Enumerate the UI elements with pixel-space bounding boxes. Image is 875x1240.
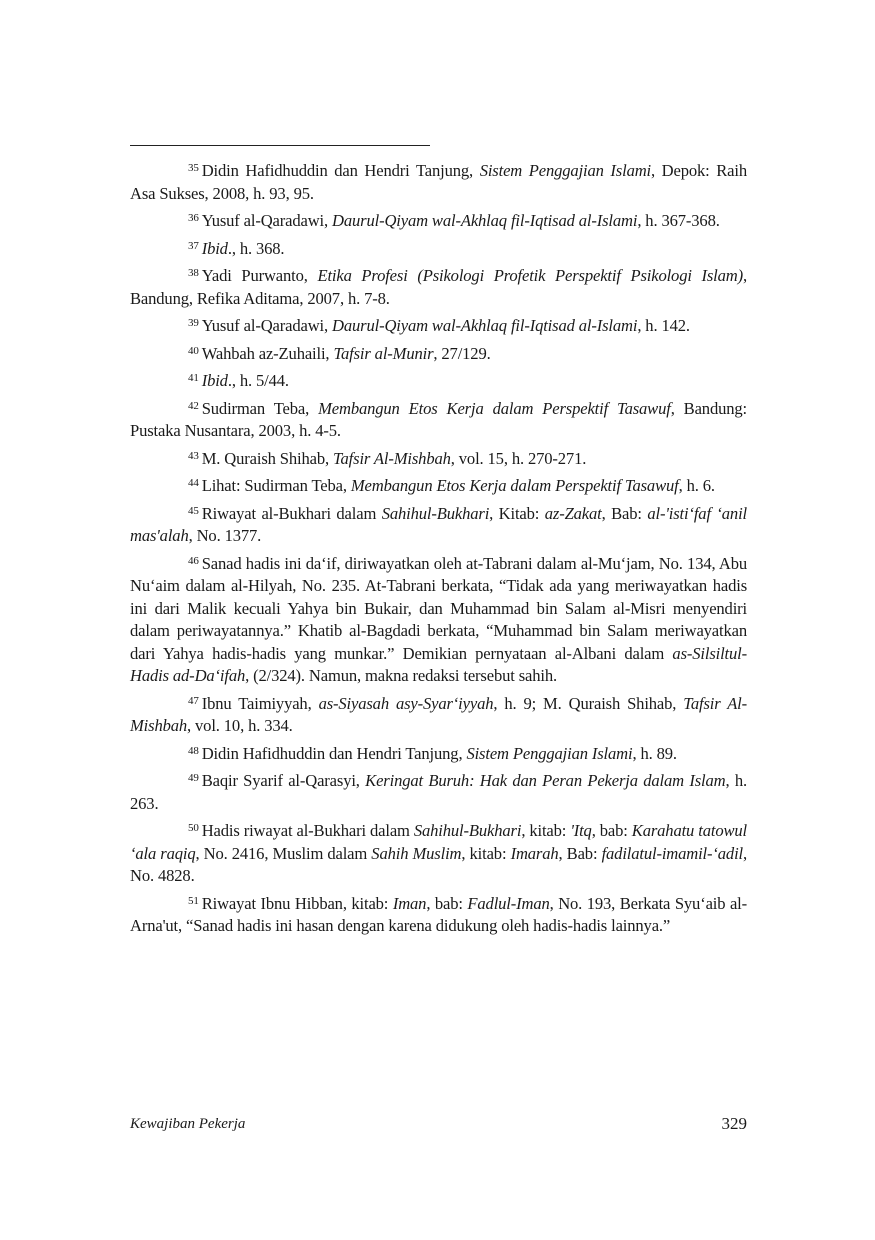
citation-title: Etika Profesi (Psikologi Profetik Perspektif Psikologi Islam) [317,266,743,285]
citation-title: Sahih Muslim [371,843,462,863]
footnote-number: 35 [188,162,199,174]
footnote-text: , bab: [426,893,468,913]
footnote-text: Yadi Purwanto, [201,266,318,285]
footnote-text: Riwayat al-Bukhari dalam [201,503,382,523]
citation-title: Sistem Penggajian Islami [466,743,633,763]
footnote-48 [130,743,747,766]
footnote-number: 41 [188,372,199,384]
citation-title: al-'isti‘faf ‘anil mas'alah [130,503,747,545]
page-number: 329 [721,1114,747,1133]
footnote-text: Lihat: Sudirman Teba, [201,476,351,495]
citation-title: Sahihul-Bukhari [381,503,490,523]
footnote-text: , Bandung: Pustaka Nusantara, 2003, h. 4-5. [130,398,748,440]
footnote-number: 36 [188,212,199,224]
footnote-number: 43 [188,449,199,462]
citation-title: Tafsir Al-Mishbah [130,693,748,735]
citation-title: Membangun Etos Kerja dalam Perspektif Tasawuf [318,398,671,418]
citation-title: Keringat Buruh: Hak dan Peran Pekerja dalam Islam [365,771,726,790]
footnote-text: ., h. 368. [227,238,285,258]
citation-title: Tafsir Al-Mishbah [332,448,451,468]
citation-title: fadilatul-imamil-‘adil [601,843,743,863]
footnote-text: , No. 193, Berkata Syu‘aib al-Arna'ut, “Sanad hadis ini hasan dengan karena didukung oleh hadis-hadis lainnya.” [130,893,748,935]
footnote-text: Sanad hadis ini da‘if, diriwayatkan oleh at-Tabrani dalam al-Mu‘jam, No. 134, Abu Nu‘aim dalam al-Hilyah, No. 235. At-Tabrani berkata, “Tidak ada yang meriwayatkan hadis ini dari Malik kecuali Yahya bin Bukair, dan Muhammad bin Salam al-Misri menyendiri dalam periwayatannya.” Khatib al-Bagdadi berkata, “Muhammad bin Salam meriwayatkan dari Yahya hadis-hadis yang munkar.” Demikian pernyataan al-Albani dalam [130,553,747,663]
footnote-number: 45 [188,504,199,517]
citation-title: Daurul-Qiyam wal-Akhlaq fil-Iqtisad al-Islami [332,211,638,230]
citation-title: Tafsir al-Munir [333,343,434,363]
footnote-39 [130,315,747,338]
footnote-number: 50 [188,822,199,834]
footnote-text: ., h. 5/44. [227,371,289,390]
footnote-text: Sudirman Teba, [201,398,319,418]
footnote-text: Yusuf al-Qaradawi, [201,211,333,230]
footnote-number: 44 [188,477,199,489]
footnote-42 [130,398,747,443]
footnote-38 [130,265,747,310]
footnote-text: Riwayat Ibnu Hibban, kitab: [201,893,393,913]
footnote-40 [130,343,747,366]
footnote-text: , vol. 15, h. 270-271. [450,448,587,468]
footnote-text: , h. 367-368. [637,211,720,230]
footnote-number: 47 [188,694,199,707]
footnote-text: Didin Hafidhuddin dan Hendri Tanjung, [201,743,467,763]
footnote-text: , Bab: [558,843,602,863]
footnote-number: 46 [188,554,199,567]
footnote-text: , h. 142. [637,316,690,335]
footnote-text: M. Quraish Shihab, [201,448,333,468]
citation-title: Fadlul-Iman [467,893,550,913]
footnote-text: Ibnu Taimiyyah, [201,693,319,713]
footnote-35 [130,160,747,205]
citation-title: as-Silsiltul-Hadis ad-Da‘ifah [130,643,747,685]
footnote-text: , vol. 10, h. 334. [187,716,293,735]
citation-title: Imarah [510,843,559,863]
footnote-36 [130,210,747,233]
footnote-text: , h. 89. [632,743,677,763]
footnote-number: 51 [188,894,199,907]
footnote-text: , h. 263. [130,771,747,813]
running-title: Kewajiban Pekerja [130,1116,246,1132]
citation-title: Ibid [201,238,228,258]
footnote-41 [130,370,747,393]
footnote-number: 48 [188,744,199,757]
footnote-number: 42 [188,399,199,412]
citation-title: as-Siyasah asy-Syar‘iyyah [318,693,494,713]
footnote-47 [130,693,747,738]
citation-title: Membangun Etos Kerja dalam Perspektif Tasawuf [350,476,679,495]
footnote-text: , h. 6. [678,476,715,495]
footnote-text: , No. 4828. [130,843,747,885]
footnote-51 [130,893,747,938]
footnote-text: Yusuf al-Qaradawi, [201,316,333,335]
footnote-number: 39 [188,317,199,329]
footnote-text: , Bab: [601,503,648,523]
footnote-text: , bab: [591,821,632,840]
footnote-43 [130,448,747,471]
footnote-text: , Bandung, Refika Aditama, 2007, h. 7-8. [130,266,747,308]
citation-title: Iman [392,893,427,913]
citation-title: Ibid [201,371,228,390]
citation-title: az-Zakat [544,503,602,523]
citation-title: 'Itq [570,821,592,840]
footnote-45 [130,503,747,548]
footnote-number: 38 [188,267,199,279]
footnote-text: Hadis riwayat al-Bukhari dalam [201,821,414,840]
footnote-text: , (2/324). Namun, makna redaksi tersebut sahih. [245,666,557,685]
footnote-number: 49 [188,772,199,784]
footnote-46 [130,553,747,688]
citation-title: Daurul-Qiyam wal-Akhlaq fil-Iqtisad al-Islami [332,316,638,335]
footnote-text: Didin Hafidhuddin dan Hendri Tanjung, [201,161,480,180]
footnote-number: 40 [188,344,199,357]
footnote-text: Baqir Syarif al-Qarasyi, [201,771,366,790]
footnote-37 [130,238,747,261]
footnote-50 [130,820,747,888]
footnote-text: , Depok: Raih Asa Sukses, 2008, h. 93, 95. [130,161,747,203]
footnote-text: , kitab: [461,843,511,863]
citation-title: Sistem Penggajian Islami [479,161,652,180]
citation-title: Sahihul-Bukhari [413,821,522,840]
footnote-text: , No. 2416, Muslim dalam [195,843,372,863]
footnote-text: , kitab: [521,821,571,840]
footnote-text: , h. 9; M. Quraish Shihab, [493,693,684,713]
footnote-text: Wahbah az-Zuhaili, [201,343,334,363]
footnote-separator [130,145,430,146]
footnote-text: , Kitab: [489,503,545,523]
footnote-49 [130,770,747,815]
footnote-44 [130,475,747,498]
footnote-number: 37 [188,239,199,252]
citation-title: Karahatu tatowul ‘ala raqiq [130,821,747,863]
footnotes-list [130,160,747,943]
footnote-text: , No. 1377. [188,526,262,545]
footnote-text: , 27/129. [433,343,491,363]
